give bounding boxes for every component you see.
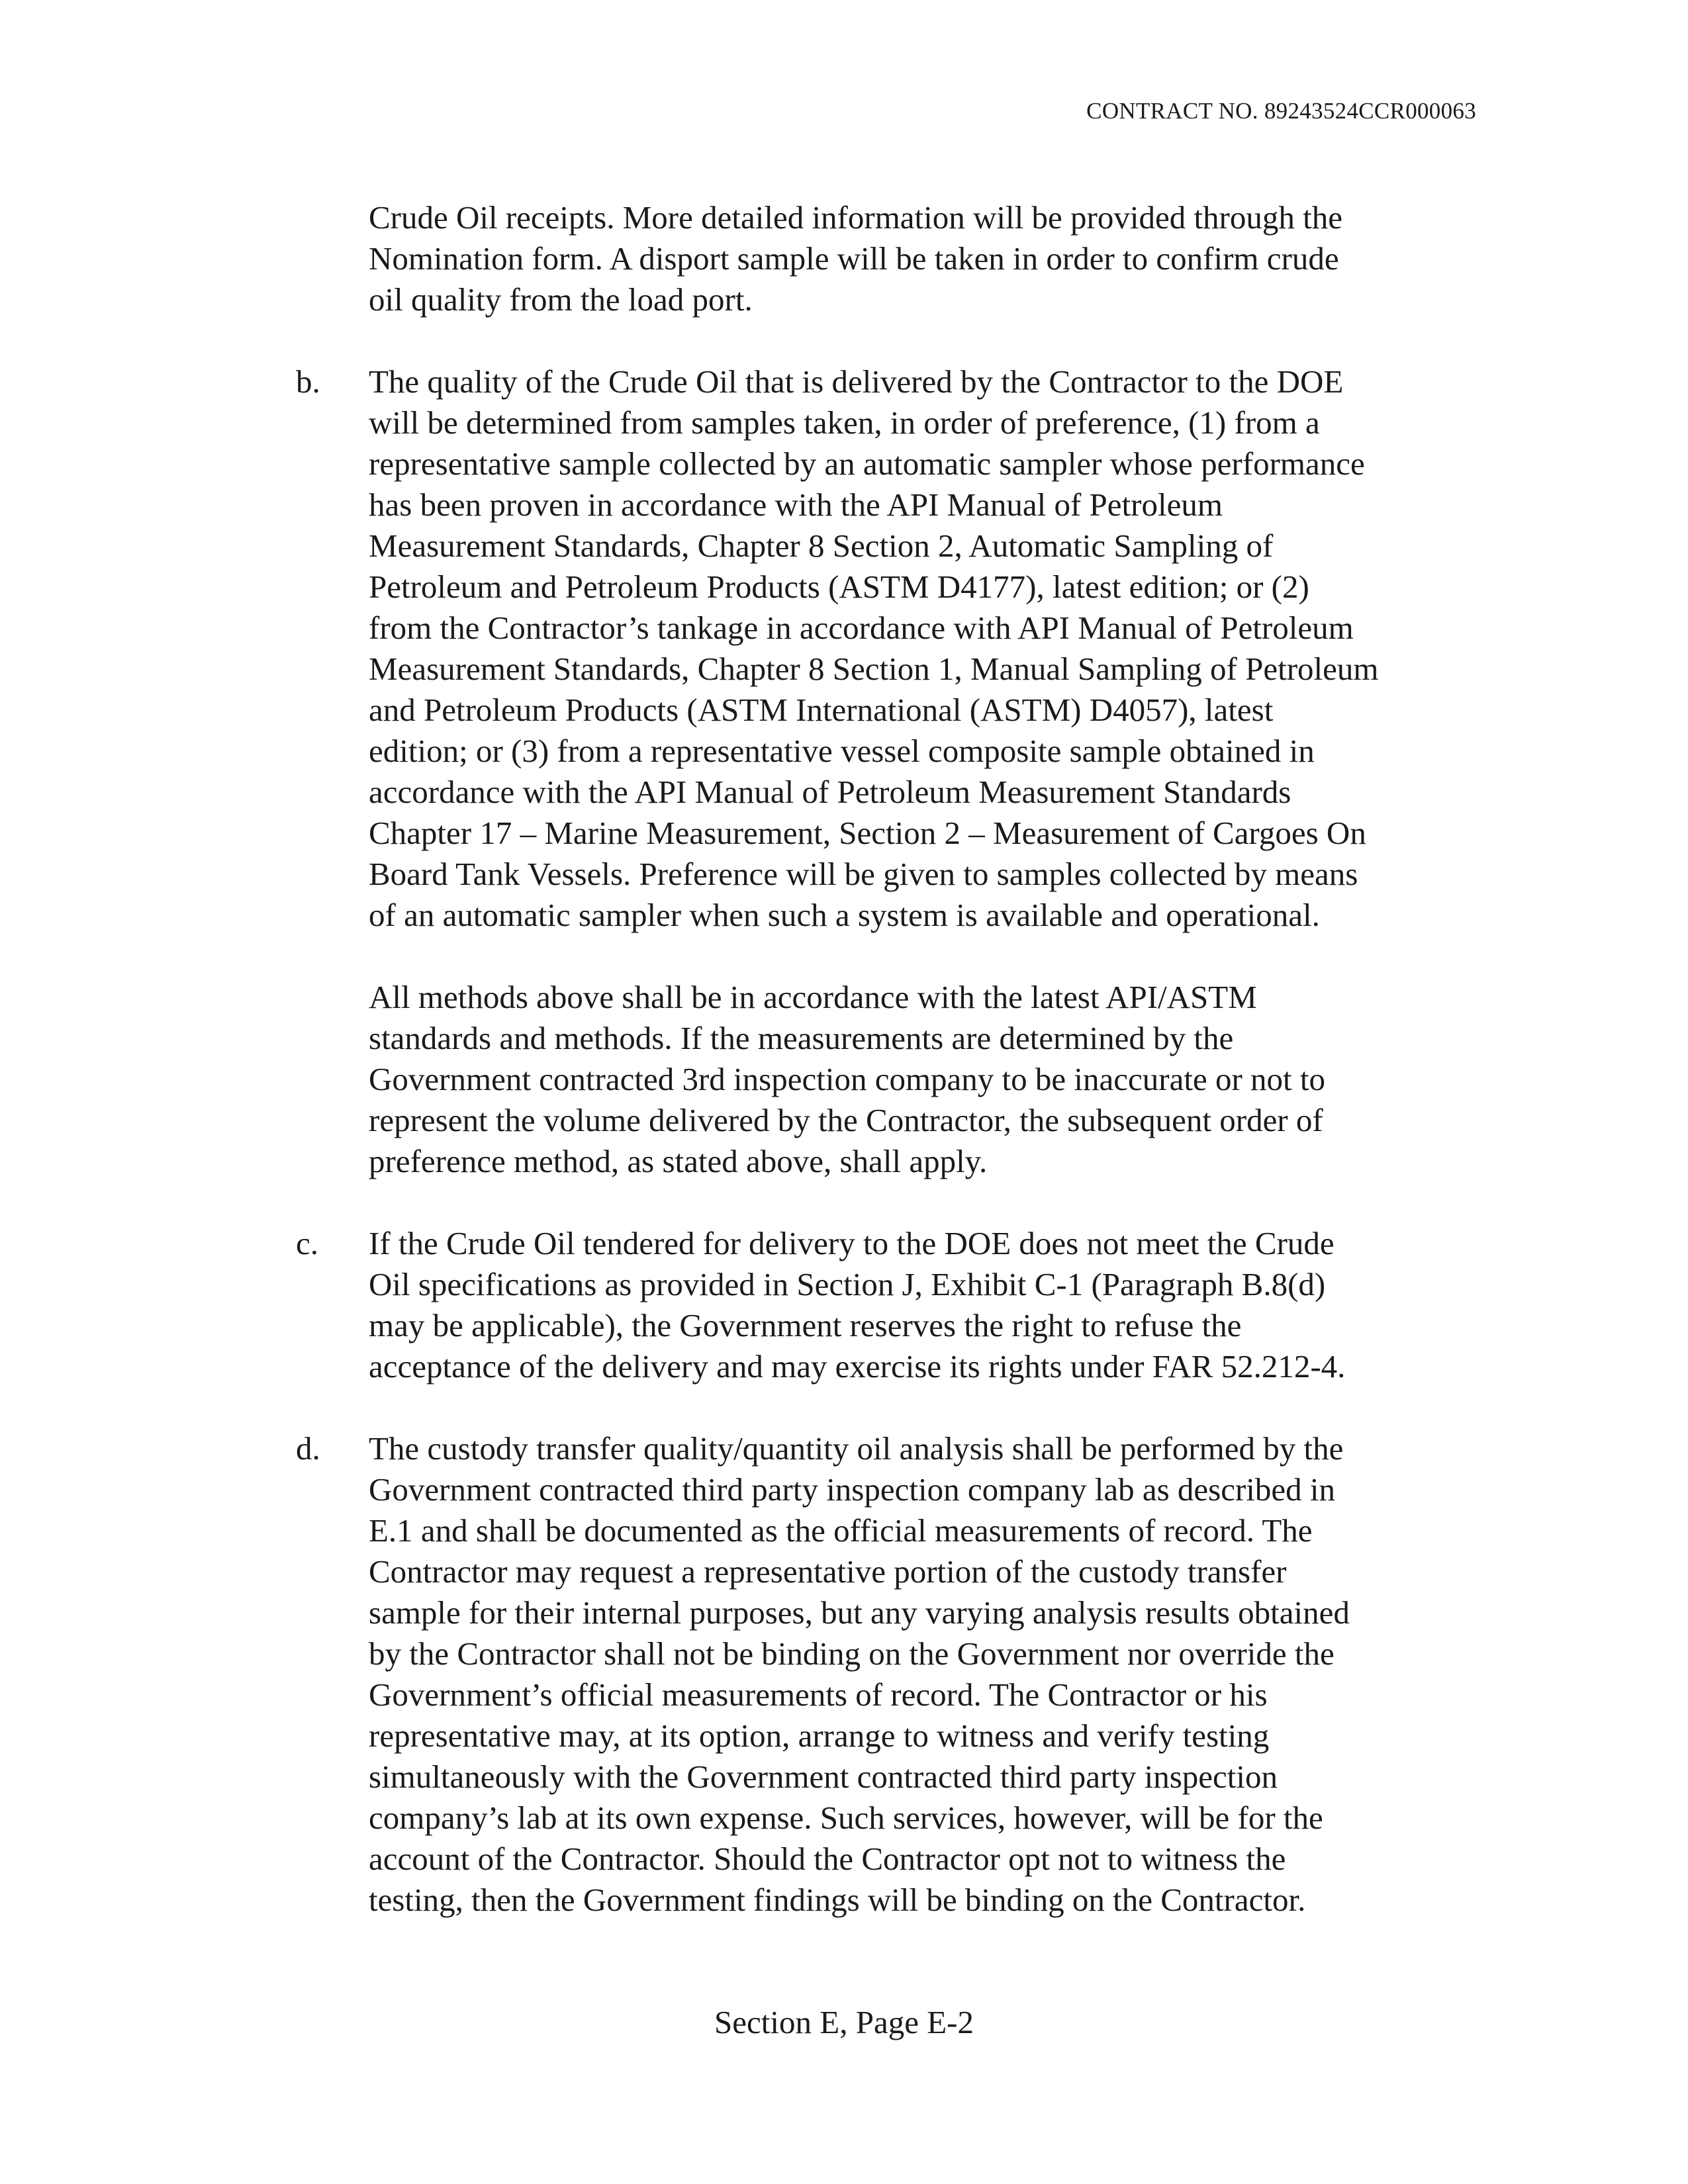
paragraph-line: and Petroleum Products (ASTM International (ASTM) D4057), latest: [369, 692, 1274, 728]
paragraph-line: Contractor may request a representative portion of the custody transfer: [369, 1553, 1287, 1590]
paragraph-line: The custody transfer quality/quantity oil analysis shall be performed by the: [369, 1430, 1344, 1467]
paragraph-line: accordance with the API Manual of Petroleum Measurement Standards: [369, 774, 1291, 810]
paragraph-continuation: [369, 197, 1494, 320]
paragraph-line: preference method, as stated above, shall apply.: [369, 1143, 988, 1179]
paragraph-line: edition; or (3) from a representative vessel composite sample obtained in: [369, 733, 1315, 769]
paragraph-line: Government contracted 3rd inspection company to be inaccurate or not to: [369, 1061, 1325, 1097]
paragraph-line: Government’s official measurements of record. The Contractor or his: [369, 1676, 1268, 1713]
paragraph-line: Government contracted third party inspection company lab as described in: [369, 1471, 1335, 1508]
paragraph-line: Petroleum and Petroleum Products (ASTM D4177), latest edition; or (2): [369, 569, 1309, 605]
paragraph-line: acceptance of the delivery and may exercise its rights under FAR 52.212-4.: [369, 1348, 1346, 1385]
paragraph-line: oil quality from the load port.: [369, 281, 753, 318]
paragraph-line: Board Tank Vessels. Preference will be given to samples collected by means: [369, 856, 1358, 892]
paragraph-b: [296, 361, 1494, 936]
paragraph-d: [296, 1428, 1494, 1921]
document-body: [0, 197, 1688, 1962]
paragraph-line: from the Contractor’s tankage in accordance with API Manual of Petroleum: [369, 610, 1354, 646]
paragraph-label: c.: [296, 1225, 318, 1261]
paragraph-line: representative may, at its option, arrange to witness and verify testing: [369, 1717, 1270, 1754]
paragraph-line: If the Crude Oil tendered for delivery to the DOE does not meet the Crude: [369, 1225, 1335, 1261]
paragraph-line: simultaneously with the Government contracted third party inspection: [369, 1758, 1278, 1795]
paragraph-line: E.1 and shall be documented as the official measurements of record. The: [369, 1512, 1313, 1549]
paragraph-b-methods: [369, 977, 1494, 1182]
paragraph-line: Nomination form. A disport sample will be taken in order to confirm crude: [369, 240, 1339, 277]
paragraph-line: The quality of the Crude Oil that is delivered by the Contractor to the DOE: [369, 363, 1344, 400]
paragraph-line: Crude Oil receipts. More detailed information will be provided through the: [369, 199, 1342, 236]
paragraph-line: will be determined from samples taken, in order of preference, (1) from a: [369, 404, 1320, 441]
paragraph-line: has been proven in accordance with the API Manual of Petroleum: [369, 486, 1223, 523]
paragraph-line: represent the volume delivered by the Contractor, the subsequent order of: [369, 1102, 1323, 1138]
paragraph-line: Measurement Standards, Chapter 8 Section 2, Automatic Sampling of: [369, 527, 1274, 564]
paragraph-line: sample for their internal purposes, but any varying analysis results obtained: [369, 1594, 1350, 1631]
paragraph-line: company’s lab at its own expense. Such services, however, will be for the: [369, 1799, 1323, 1836]
paragraph-line: Measurement Standards, Chapter 8 Section 1, Manual Sampling of Petroleum: [369, 651, 1379, 687]
paragraph-line: account of the Contractor. Should the Contractor opt not to witness the: [369, 1841, 1286, 1877]
paragraph-line: by the Contractor shall not be binding on the Government nor override the: [369, 1635, 1335, 1672]
page-footer: Section E, Page E-2: [714, 2004, 974, 2040]
paragraph-line: standards and methods. If the measurements are determined by the: [369, 1020, 1234, 1056]
paragraph-line: representative sample collected by an automatic sampler whose performance: [369, 445, 1365, 482]
paragraph-line: All methods above shall be in accordance with the latest API/ASTM: [369, 979, 1257, 1015]
paragraph-line: of an automatic sampler when such a system is available and operational.: [369, 897, 1320, 933]
paragraph-c: [296, 1223, 1494, 1387]
paragraph-line: Chapter 17 – Marine Measurement, Section 2 – Measurement of Cargoes On: [369, 815, 1366, 851]
paragraph-line: Oil specifications as provided in Section J, Exhibit C-1 (Paragraph B.8(d): [369, 1266, 1326, 1302]
paragraph-line: may be applicable), the Government reserves the right to refuse the: [369, 1307, 1242, 1343]
paragraph-line: testing, then the Government findings will be binding on the Contractor.: [369, 1882, 1306, 1918]
contract-number-header: CONTRACT NO. 89243524CCR000063: [1086, 98, 1476, 124]
paragraph-label: b.: [296, 363, 320, 400]
paragraph-label: d.: [296, 1430, 320, 1467]
